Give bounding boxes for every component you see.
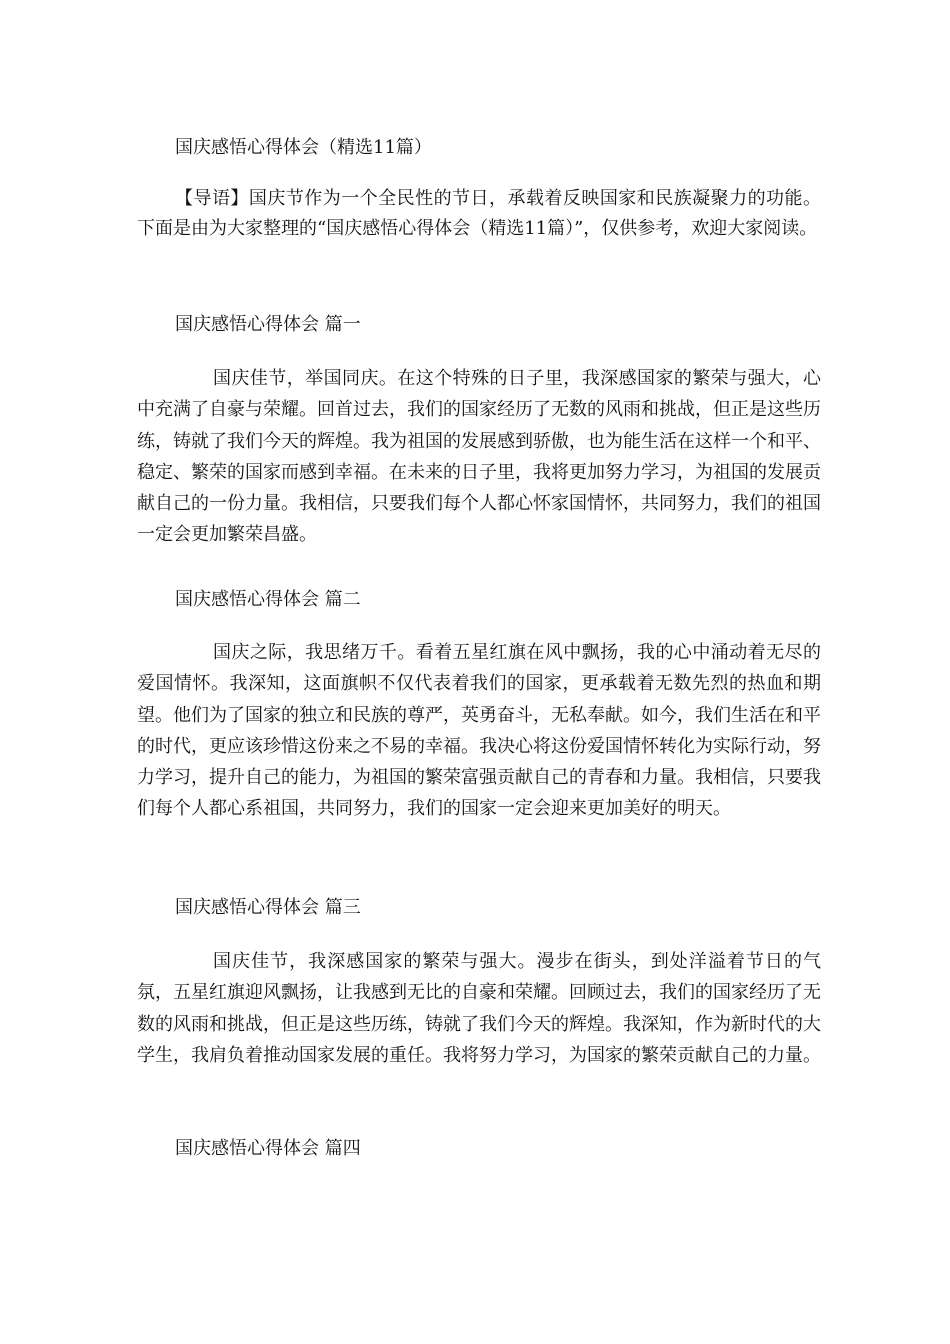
- section-body-3: 国庆佳节，我深感国家的繁荣与强大。漫步在街头，到处洋溢着节日的气氛，五星红旗迎风飘扬，让我感到无比的自豪和荣耀。回顾过去，我们的国家经历了无数的风雨和挑战，但正是这些历练，铸就了我们今天的辉煌。我深知，作为新时代的大学生，我肩负着推动国家发展的重任。我将努力学习，为国家的繁荣贡献自己的力量。: [137, 951, 821, 1066]
- section-heading-1: 国庆感悟心得体会 篇一: [175, 314, 361, 335]
- document-title: 国庆感悟心得体会（精选11篇）: [175, 137, 432, 158]
- intro-paragraph: 【导语】国庆节作为一个全民性的节日，承载着反映国家和民族凝聚力的功能。下面是由为大家整理的“国庆感悟心得体会（精选11篇）”，仅供参考，欢迎大家阅读。: [137, 188, 821, 239]
- section-body-1: 国庆佳节，举国同庆。在这个特殊的日子里，我深感国家的繁荣与强大，心中充满了自豪与荣耀。回首过去，我们的国家经历了无数的风雨和挑战，但正是这些历练，铸就了我们今天的辉煌。我为祖国的发展感到骄傲，也为能生活在这样一个和平、稳定、繁荣的国家而感到幸福。在未来的日子里，我将更加努力学习，为祖国的发展贡献自己的一份力量。我相信，只要我们每个人都心怀家国情怀，共同努力，我们的祖国一定会更加繁荣昌盛。: [137, 368, 821, 546]
- section-heading-4: 国庆感悟心得体会 篇四: [175, 1138, 361, 1159]
- section-body-2: 国庆之际，我思绪万千。看着五星红旗在风中飘扬，我的心中涌动着无尽的爱国情怀。我深知，这面旗帜不仅代表着我们的国家，更承载着无数先烈的热血和期望。他们为了国家的独立和民族的尊严，英勇奋斗，无私奉献。如今，我们生活在和平的时代，更应该珍惜这份来之不易的幸福。我决心将这份爱国情怀转化为实际行动，努力学习，提升自己的能力，为祖国的繁荣富强贡献自己的青春和力量。我相信，只要我们每个人都心系祖国，共同努力，我们的国家一定会迎来更加美好的明天。: [137, 642, 821, 820]
- section-heading-3: 国庆感悟心得体会 篇三: [175, 897, 361, 918]
- section-heading-2: 国庆感悟心得体会 篇二: [175, 589, 361, 610]
